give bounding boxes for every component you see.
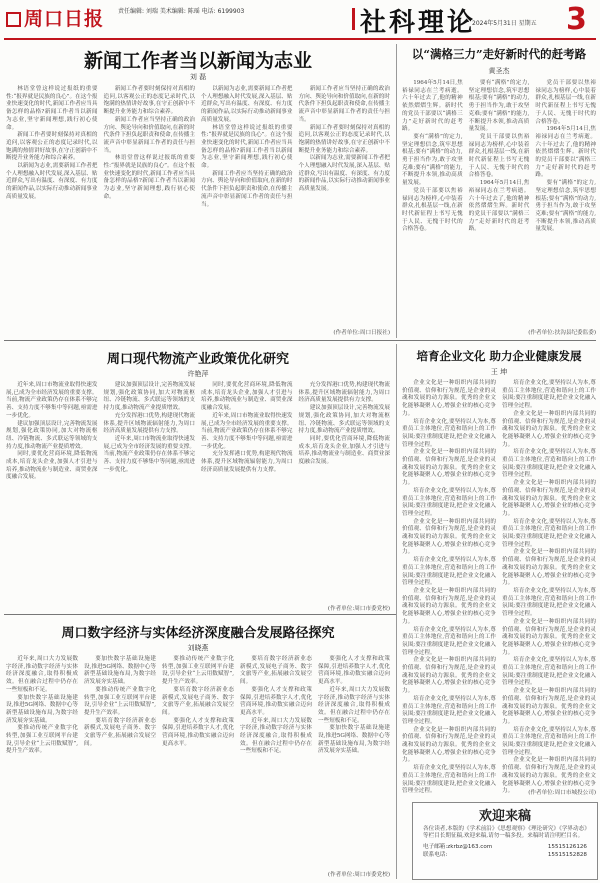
contact-email-row: 电子邮箱:zkrbz@163.com 15515126126 (423, 843, 587, 850)
call-for-papers-box (412, 802, 598, 880)
article4-col: 企业文化是一种组织内部共同的价值观、信仰和行为规范,是企业的灵魂和发展的动力源泉。优秀的企业文化能够凝聚人心,增强企业的核心竞争力。 培育企业文化,要坚持以人为本,尊重员工主体地位,营造和谐向上的工作氛围;要注重制度建设,把企业文化融入管理全过程。 企业文化是一种组织内部共同的价值观、信仰和行为规范,是企业的灵魂和发展的动力源泉。优秀的企业文化能够凝聚人心,增强企业的核心竞争力。 培育企业文化,要坚持以人为本,尊重员工主体地位,营造和谐向上的工作氛围;要注重制度建设,把企业文化融入管理全过程。 企业文化是一种组织内部共同的价值观、信仰和行为规范,是企业的灵魂和发展的动力源泉。优秀的企业文化能够凝聚人心,增强企业的核心竞争力。 培育企业文化,要坚持以人为本,尊重员工主体地位,营造和谐向上的工作氛围;要注重制度建设,把企业文化融入管理全过程。 企业文化是一种组织内部共同的价值观、信仰和行为规范,是企业的灵魂和发展的动力源泉。优秀的企业文化能够凝聚人心,增强企业的核心竞争力。 培育企业文化,要坚持以人为本,尊重员工主体地位,营造和谐向上的工作氛围;要注重制度建设,把企业文化融入管理全过程。 企业文化是一种组织内部共同的价值观、信仰和行为规范,是企业的灵魂和发展的动力源泉。优秀的企业文化能够凝聚人心,增强企业的核心竞争力。 培育企业文化,要坚持以人为本,尊重员工主体地位,营造和谐向上的工作氛围;要注重制度建设,把企业文化融入管理全过程。 企业文化是一种组织内部共同的价值观、信仰和行为规范,是企业的灵魂和发展的动力源泉。优秀的企业文化能够凝聚人心,增强企业的核心竞争力。 培育企业文化,要坚持以人为本,尊重员工主体地位,营造和谐向上的工作氛围;要注重制度建设,把企业文化融入管理全过程。 (402, 380, 496, 795)
article3-body (6, 382, 390, 602)
article1-byline: 刘 磊 (189, 73, 207, 81)
article1-col: 林语堂曾这样说过报纸的重要性:“报界就是民族的良心”。在这个报业快速变化的时代,新闻工作者应当具备怎样的品格?新闻工作者当以新闻为志业,坚守新闻理想,践行初心使命。 新闻工作者要时刻保持对真相的追问,以客观公正的态度记录时代,以饱满的热情讲好故事,在守正创新中不断提升业务能力和综合素养。 以新闻为志业,需要新闻工作者把个人理想融入时代发展,深入基层、贴近群众,写出有温度、有深度、有力度的新闻作品,以实际行动推动新闻事业高质量发展。 (6, 86, 98, 200)
contact-phone-2: 15515152828 (547, 851, 587, 858)
page-number: 3 (566, 2, 587, 37)
article1-col: 以新闻为志业,需要新闻工作者把个人理想融入时代发展,深入基层、贴近群众,写出有温度、有深度、有力度的新闻作品,以实际行动推动新闻事业高质量发展。 林语堂曾这样说过报纸的重要性:“报界就是民族的良心”。在这个报业快速变化的时代,新闻工作者应当具备怎样的品格?新闻工作者当以新闻为志业,坚守新闻理想,践行初心使命。 新闻工作者应当坚持正确的政治方向、舆论导向和价值取向,在新的时代条件下担负起职责和使命,在传播主流声音中彰显新闻工作者的责任与担当。 (201, 86, 293, 208)
contact-phone-row: 联系电话: 15515152828 (423, 851, 587, 858)
article4-byline: 王 坤 (490, 368, 508, 376)
section-accent-bar (352, 8, 355, 30)
editors-line: 责任编辑: 刘瑞 美术编辑: 陈瑶 电话: 6199903 (118, 8, 245, 15)
article3-byline: 许艳萍 (187, 370, 209, 378)
article3-col: 同时,要优化营商环境,降低物流成本,培育龙头企业,加强人才引进与培养,推动物流业与制造业、商贸业深度融合发展。 近年来,周口市物流业取得快速发展,已成为全市经济发展的重要支撑。当前,物流产业政策仍存在体系不够完善、支持力度不够集中等问题,亟需进一步优化。 充分发挥港口优势,构建现代物流体系,提升区域物流辐射能力,为周口经济高质量发展提供有力支撑。 (201, 382, 293, 473)
article5-col: 要推动传统产业数字化转型,加强工业互联网平台建设,引导企业“上云用数赋智”,提升生产效率。 要培育数字经济新业态新模式,发展电子商务、数字文旅等产业,拓展融合发展空间。 要强化人才支撑和政策保障,引进培养数字人才,优化营商环境,推动数实融合迈向更高水平。 (162, 656, 234, 747)
call-for-papers-title: 欢迎来稿 (478, 809, 531, 824)
article4-headline: 培育企业文化 助力企业健康发展 (416, 349, 582, 363)
article1-col: 新闻工作者要时刻保持对真相的追问,以客观公正的态度记录时代,以饱满的热情讲好故事,在守正创新中不断提升业务能力和综合素养。 新闻工作者应当坚持正确的政治方向、舆论导向和价值取向,在新的时代条件下担负起职责和使命,在传播主流声音中彰显新闻工作者的责任与担当。 林语堂曾这样说过报纸的重要性:“报界就是民族的良心”。在这个报业快速变化的时代,新闻工作者应当具备怎样的品格?新闻工作者当以新闻为志业,坚守新闻理想,践行初心使命。 (103, 86, 196, 200)
article1-col: 新闻工作者应当坚持正确的政治方向、舆论导向和价值取向,在新的时代条件下担负起职责和使命,在传播主流声音中彰显新闻工作者的责任与担当。 新闻工作者要时刻保持对真相的追问,以客观公正的态度记录时代,以饱满的热情讲好故事,在守正创新中不断提升业务能力和综合素养。 以新闻为志业,需要新闻工作者把个人理想融入时代发展,深入基层、贴近群众,写出有温度、有深度、有力度的新闻作品,以实际行动推动新闻事业高质量发展。 (298, 86, 390, 193)
article3-headline: 周口现代物流产业政策优化研究 (106, 352, 289, 367)
article3-col: 充分发挥港口优势,构建现代物流体系,提升区域物流辐射能力,为周口经济高质量发展提供有力支撑。 建议加强顶层设计,完善物流发展规划,强化政策协同,加大对物流枢纽、冷链物流、多式联运等领域的支持力度,推动物流产业提质增效。 同时,要优化营商环境,降低物流成本,培育龙头企业,加强人才引进与培养,推动物流业与制造业、商贸业深度融合发展。 (298, 382, 390, 466)
contact-phone-1: 15515126126 (547, 843, 587, 850)
article2-body (402, 80, 596, 324)
article3-col: 近年来,周口市物流业取得快速发展,已成为全市经济发展的重要支撑。当前,物流产业政策仍存在体系不够完善、支持力度不够集中等问题,亟需进一步优化。 建议加强顶层设计,完善物流发展规划,强化政策协同,加大对物流枢纽、冷链物流、多式联运等领域的支持力度,推动物流产业提质增效。 同时,要优化营商环境,降低物流成本,培育龙头企业,加强人才引进与培养,推动物流业与制造业、商贸业深度融合发展。 (6, 382, 98, 481)
article3-col: 建议加强顶层设计,完善物流发展规划,强化政策协同,加大对物流枢纽、冷链物流、多式联运等领域的支持力度,推动物流产业提质增效。 充分发挥港口优势,构建现代物流体系,提升区域物流辐射能力,为周口经济高质量发展提供有力支撑。 近年来,周口市物流业取得快速发展,已成为全市经济发展的重要支撑。当前,物流产业政策仍存在体系不够完善、支持力度不够集中等问题,亟需进一步优化。 (103, 382, 195, 473)
section-rule (4, 340, 596, 341)
article5-byline: 刘晓燕 (187, 644, 209, 652)
column-divider (396, 344, 397, 879)
issue-date: 2024年5月31日 星期五 (472, 20, 537, 27)
article5-col: 要加快数字基础设施建设,推进5G网络、数据中心等新型基础设施布局,为数字经济发展夯实基础。 要推动传统产业数字化转型,加强工业互联网平台建设,引导企业“上云用数赋智”,提升生产效率。 要培育数字经济新业态新模式,发展电子商务、数字文旅等产业,拓展融合发展空间。 (84, 656, 156, 747)
article2-col: 党员干部要以焦裕禄同志为榜样,心中装着群众,扎根基层一线,在新时代新征程上书写无愧于人民、无愧于时代的合格答卷。 1964年5月14日,焦裕禄同志在兰考病逝。六十年过去了,他的精神依然熠熠生辉。新时代的党员干部要以“满格三力”走好新时代的赶考路。 要有“满格”的定力,坚定理想信念,筑牢思想根基;要有“满格”的动力,勇于担当作为,敢于攻坚克难;要有“满格”的能力,不断提升本领,推动高质量发展。 (535, 80, 597, 233)
article1-headline: 新闻工作者当以新闻为志业 (83, 50, 312, 72)
header-rule (4, 38, 596, 40)
article4-col: 培育企业文化,要坚持以人为本,尊重员工主体地位,营造和谐向上的工作氛围;要注重制度建设,把企业文化融入管理全过程。 企业文化是一种组织内部共同的价值观、信仰和行为规范,是企业的灵魂和发展的动力源泉。优秀的企业文化能够凝聚人心,增强企业的核心竞争力。 培育企业文化,要坚持以人为本,尊重员工主体地位,营造和谐向上的工作氛围;要注重制度建设,把企业文化融入管理全过程。 企业文化是一种组织内部共同的价值观、信仰和行为规范,是企业的灵魂和发展的动力源泉。优秀的企业文化能够凝聚人心,增强企业的核心竞争力。 培育企业文化,要坚持以人为本,尊重员工主体地位,营造和谐向上的工作氛围;要注重制度建设,把企业文化融入管理全过程。 企业文化是一种组织内部共同的价值观、信仰和行为规范,是企业的灵魂和发展的动力源泉。优秀的企业文化能够凝聚人心,增强企业的核心竞争力。 培育企业文化,要坚持以人为本,尊重员工主体地位,营造和谐向上的工作氛围;要注重制度建设,把企业文化融入管理全过程。 企业文化是一种组织内部共同的价值观、信仰和行为规范,是企业的灵魂和发展的动力源泉。优秀的企业文化能够凝聚人心,增强企业的核心竞争力。 培育企业文化,要坚持以人为本,尊重员工主体地位,营造和谐向上的工作氛围;要注重制度建设,把企业文化融入管理全过程。 企业文化是一种组织内部共同的价值观、信仰和行为规范,是企业的灵魂和发展的动力源泉。优秀的企业文化能够凝聚人心,增强企业的核心竞争力。 培育企业文化,要坚持以人为本,尊重员工主体地位,营造和谐向上的工作氛围;要注重制度建设,把企业文化融入管理全过程。 企业文化是一种组织内部共同的价值观、信仰和行为规范,是企业的灵魂和发展的动力源泉。优秀的企业文化能够凝聚人心,增强企业的核心竞争力。 (502, 380, 596, 795)
article2-byline: 黄圣杰 (488, 67, 510, 75)
section-rule (4, 614, 396, 615)
article5-source: (作者单位:周口市委党校) (327, 872, 390, 878)
article1-body (6, 86, 390, 324)
article2-headline: 以“满格三力”走好新时代的赶考路 (411, 47, 587, 61)
call-for-papers-text: 各位读者,本版的《学术前沿》《思想观察》《理论研究》《学界动态》等栏目长期征稿,欢迎来稿,请勿一稿多投。来稿时请注明栏目名。 (423, 826, 587, 840)
article5-body (6, 656, 390, 868)
article4-source: (作者单位:周口市城投公司) (528, 790, 596, 796)
masthead (6, 4, 116, 40)
article5-headline: 周口数字经济与实体经济深度融合发展路径探究 (61, 626, 335, 641)
column-divider (396, 44, 397, 338)
logo-icon (6, 12, 21, 27)
contact-email[interactable]: zkrbz@163.com (447, 843, 493, 850)
article3-source: (作者单位:周口市委党校) (327, 606, 390, 612)
article2-col: 要有“满格”的定力,坚定理想信念,筑牢思想根基;要有“满格”的动力,勇于担当作为,敢于攻坚克难;要有“满格”的能力,不断提升本领,推动高质量发展。 党员干部要以焦裕禄同志为榜样,心中装着群众,扎根基层一线,在新时代新征程上书写无愧于人民、无愧于时代的合格答卷。 1964年5月14日,焦裕禄同志在兰考病逝。六十年过去了,他的精神依然熠熠生辉。新时代的党员干部要以“满格三力”走好新时代的赶考路。 (468, 80, 530, 233)
article5-col: 近年来,周口大力发展数字经济,推动数字经济与实体经济深度融合,取得积极成效。但在融合过程中仍存在一些短板和不足。 要加快数字基础设施建设,推进5G网络、数据中心等新型基础设施布局,为数字经济发展夯实基础。 要推动传统产业数字化转型,加强工业互联网平台建设,引导企业“上云用数赋智”,提升生产效率。 (6, 656, 78, 755)
article5-col: 要培育数字经济新业态新模式,发展电子商务、数字文旅等产业,拓展融合发展空间。 要强化人才支撑和政策保障,引进培养数字人才,优化营商环境,推动数实融合迈向更高水平。 近年来,周口大力发展数字经济,推动数字经济与实体经济深度融合,取得积极成效。但在融合过程中仍存在一些短板和不足。 (240, 656, 312, 755)
article1-source: (作者单位:周口日报社) (333, 330, 390, 336)
article2-source: (作者单位:扶沟县纪委监委) (528, 330, 596, 336)
article5-col: 要强化人才支撑和政策保障,引进培养数字人才,优化营商环境,推动数实融合迈向更高水平。 近年来,周口大力发展数字经济,推动数字经济与实体经济深度融合,取得积极成效。但在融合过程中仍存在一些短板和不足。 要加快数字基础设施建设,推进5G网络、数据中心等新型基础设施布局,为数字经济发展夯实基础。 (318, 656, 390, 755)
logo: 周口日报 (6, 4, 116, 31)
section-title: 社科理论 (360, 8, 477, 38)
article2-col: 1964年5月14日,焦裕禄同志在兰考病逝。六十年过去了,他的精神依然熠熠生辉。新时代的党员干部要以“满格三力”走好新时代的赶考路。 要有“满格”的定力,坚定理想信念,筑牢思想根基;要有“满格”的动力,勇于担当作为,敢于攻坚克难;要有“满格”的能力,不断提升本领,推动高质量发展。 党员干部要以焦裕禄同志为榜样,心中装着群众,扎根基层一线,在新时代新征程上书写无愧于人民、无愧于时代的合格答卷。 (402, 80, 463, 233)
